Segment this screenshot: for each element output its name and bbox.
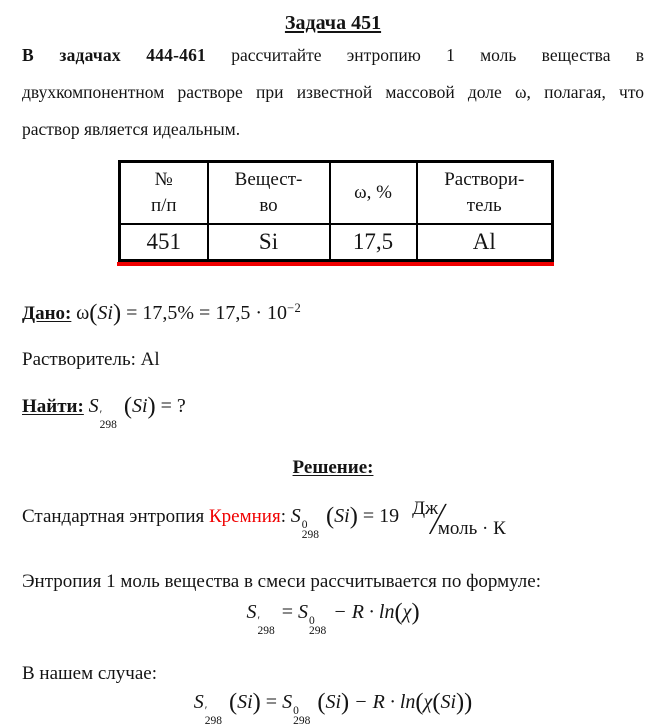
given-label: Дано:	[22, 302, 72, 324]
case-intro-line: В нашем случае:	[22, 662, 157, 684]
find-formula: S ′ 298 (Si) = ?	[88, 392, 186, 431]
red-underline	[117, 262, 554, 266]
general-formula: S ′ 298 = S 0 298 − R · ln(χ)	[246, 598, 420, 637]
header-cell-number: № п/п	[120, 162, 208, 224]
cell-solvent: Al	[417, 224, 553, 261]
highlighted-substance-name: Кремния	[209, 505, 281, 527]
find-label: Найти:	[22, 395, 84, 417]
sup-sub-stack: 0 298	[301, 518, 319, 541]
page-title-text: Задача 451	[284, 12, 382, 34]
fraction-slash: ∕	[435, 492, 441, 544]
standard-entropy-formula: S 0 298 (Si) = 19 Дж ∕ моль · К	[290, 492, 506, 544]
cell-substance: Si	[208, 224, 330, 261]
intro-line-1	[22, 37, 644, 74]
solvent-line: Растворитель: Al	[22, 348, 160, 370]
sup-sub-stack: 0 298	[308, 614, 327, 637]
cell-omega-value: 17,5	[330, 224, 417, 261]
given-formula: $\omega(Si) = 17,5\% = 17,5 \cdot 10^{-2}$	[76, 299, 302, 326]
sup-sub-stack: ′ 298	[99, 408, 117, 431]
header-cell-substance: Вещест- во	[208, 162, 330, 224]
problem-data-table	[118, 160, 554, 262]
given-section	[22, 296, 644, 326]
formula-intro-line: Энтропия 1 моль вещества в смеси рассчитывается по формуле:	[22, 570, 541, 592]
table-header-row	[120, 162, 553, 224]
intro-line-2	[22, 74, 644, 111]
intro-text: рассчитайте энтропию 1 моль вещества в	[231, 45, 644, 65]
page-title	[22, 10, 644, 36]
units-fraction: Дж ∕ моль · К	[412, 492, 506, 544]
solution-heading: Решение:	[292, 456, 374, 478]
sup-sub-stack: ′ 298	[257, 614, 275, 637]
cell-problem-number: 451	[120, 224, 208, 261]
sup-sub-stack: ′ 298	[204, 704, 222, 727]
intro-line-3	[22, 111, 644, 148]
header-cell-solvent: Раствори- тель	[417, 162, 553, 224]
intro-text: раствор является идеальным.	[22, 119, 241, 139]
header-cell-omega: ω, %	[330, 162, 417, 224]
intro-bold-range: В задачах 444-461	[22, 45, 206, 65]
case-formula: S ′ 298 (Si) = S 0 298 (Si) − R · ln(χ(Si))	[193, 688, 473, 727]
standard-entropy-line: Стандартная энтропия Кремния: S 0 298 (Si) = 19 Дж ∕ моль · К	[22, 492, 506, 544]
table-data-row	[120, 224, 553, 261]
find-section	[22, 394, 644, 430]
intro-paragraph	[22, 37, 644, 148]
sup-sub-stack: 0 298	[293, 704, 311, 727]
intro-text: двухкомпонентном растворе при известной массовой доле ω, полагая, что	[22, 82, 644, 102]
